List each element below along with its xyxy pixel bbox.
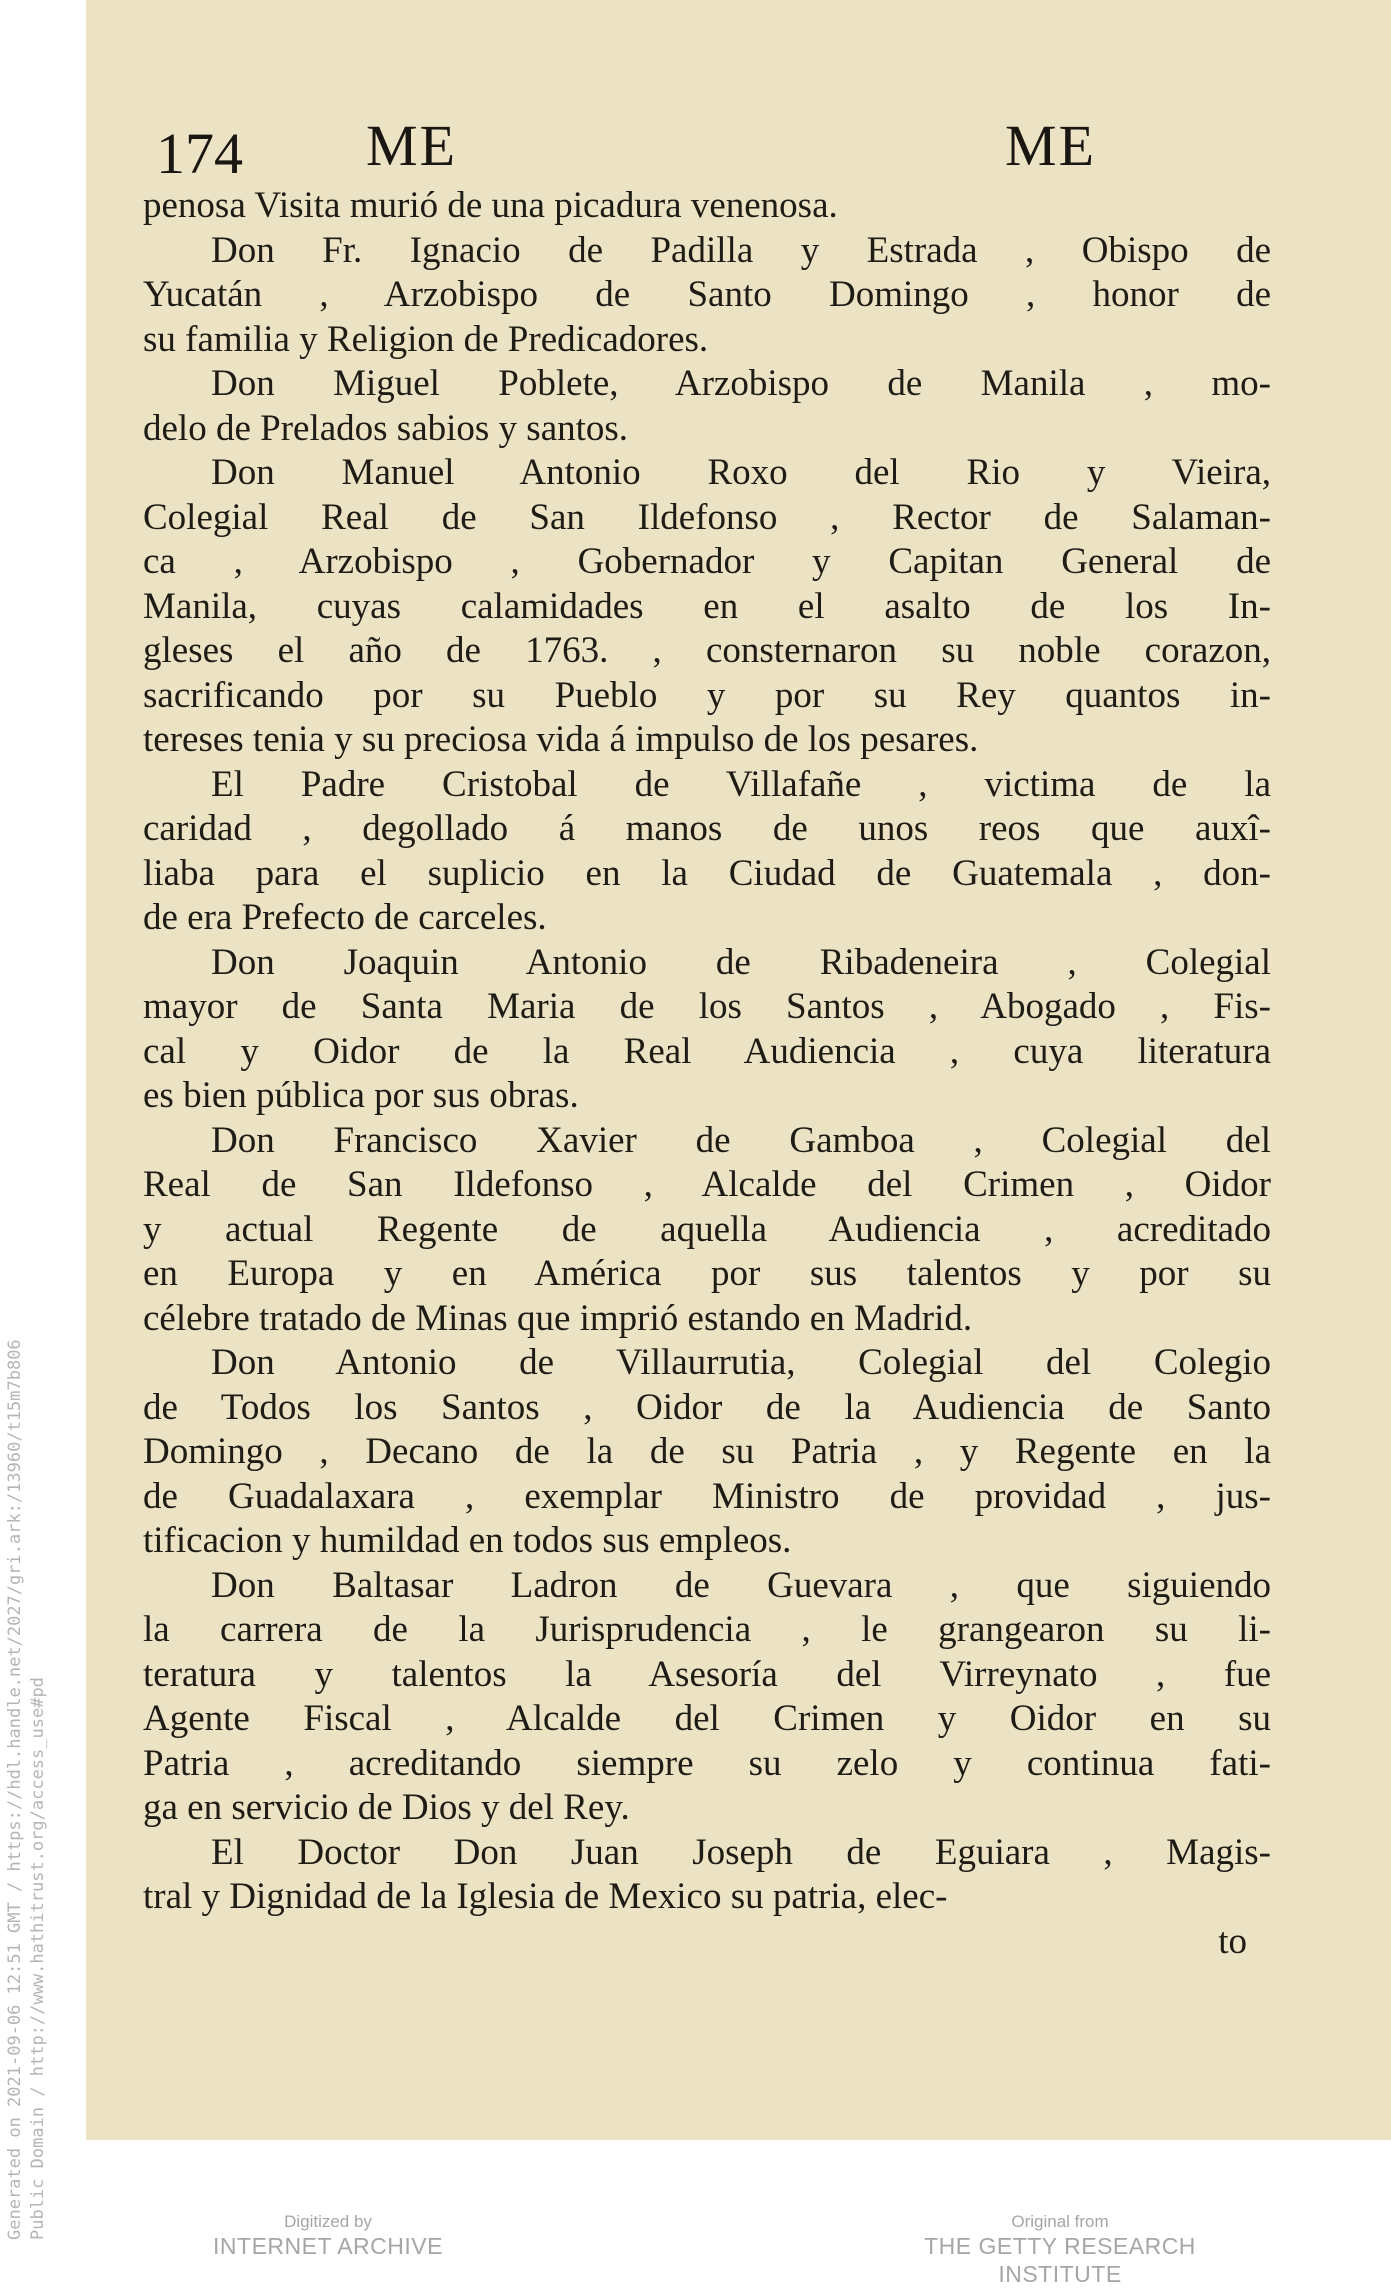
- digitized-by-label: Digitized by: [284, 2212, 372, 2231]
- original-from-label: Original from: [1011, 2212, 1109, 2231]
- original-from-credit: [860, 2212, 1260, 2288]
- text-line: Don Fr. Ignacio de Padilla y Estrada , Obispo de: [211, 229, 1271, 271]
- stamp-line-generated: Generated on 2021-09-06 12:51 GMT / https://hdl.handle.net/2027/gri.ark:/13960/t15m7b806: [5, 1339, 25, 2240]
- text-line: célebre tratado de Minas que imprió estando en Madrid.: [143, 1297, 973, 1339]
- text-line: en Europa y en América por sus talentos y por su: [143, 1253, 1271, 1294]
- text-line: Don Manuel Antonio Roxo del Rio y Vieira,: [211, 452, 1271, 493]
- text-line: mayor de Santa Maria de los Santos , Abogado , Fis-: [143, 986, 1271, 1027]
- text-line: Don Baltasar Ladron de Guevara , que siguiendo: [211, 1564, 1271, 1606]
- text-line: de era Prefecto de carceles.: [143, 897, 547, 938]
- text-line: delo de Prelados sabios y santos.: [143, 407, 629, 449]
- text-line: Don Antonio de Villaurrutia, Colegial del Colegio: [211, 1342, 1271, 1383]
- text-line: Don Miguel Poblete, Arzobispo de Manila , mo-: [211, 363, 1271, 404]
- text-line: la carrera de la Jurisprudencia , le grangearon su li-: [143, 1609, 1271, 1650]
- text-line: cal y Oidor de la Real Audiencia , cuya literatura: [143, 1030, 1271, 1072]
- text-line: y actual Regente de aquella Audiencia , acreditado: [143, 1208, 1271, 1250]
- text-line: tificacion y humildad en todos sus empleos.: [143, 1520, 792, 1561]
- text-line: Patria , acreditando siempre su zelo y continua fati-: [143, 1742, 1271, 1784]
- text-line: de Todos los Santos , Oidor de la Audiencia de Santo: [143, 1386, 1271, 1428]
- text-line: Colegial Real de San Ildefonso , Rector de Salaman-: [143, 496, 1271, 538]
- page-body-text: [143, 184, 1271, 1964]
- text-line: tereses tenia y su preciosa vida á impulso de los pesares.: [143, 719, 979, 760]
- text-line: El Doctor Don Juan Joseph de Eguiara , Magis-: [211, 1831, 1271, 1873]
- text-line: teratura y talentos la Asesoría del Virreynato , fue: [143, 1653, 1271, 1695]
- page-number: 174: [156, 121, 243, 186]
- text-line: gleses el año de 1763. , consternaron su noble corazon,: [143, 630, 1271, 671]
- text-line: Domingo , Decano de la de su Patria , y Regente en la: [143, 1431, 1271, 1472]
- text-line: sacrificando por su Pueblo y por su Rey quantos in-: [143, 674, 1271, 716]
- running-head-right: ME: [1005, 113, 1096, 178]
- text-line: Agente Fiscal , Alcalde del Crimen y Oidor en su: [143, 1698, 1271, 1739]
- text-line: tral y Dignidad de la Iglesia de Mexico su patria, elec-: [143, 1876, 948, 1917]
- text-line: es bien pública por sus obras.: [143, 1075, 579, 1116]
- text-line: Real de San Ildefonso , Alcalde del Crimen , Oidor: [143, 1164, 1271, 1205]
- text-line: de Guadalaxara , exemplar Ministro de providad , jus-: [143, 1475, 1271, 1517]
- text-line: ca , Arzobispo , Gobernador y Capitan General de: [143, 541, 1271, 582]
- text-line: penosa Visita murió de una picadura venenosa.: [143, 185, 838, 226]
- text-line: Manila, cuyas calamidades en el asalto de los In-: [143, 585, 1271, 627]
- hathitrust-stamp: [4, 1150, 50, 2240]
- running-head: [156, 112, 1096, 192]
- text-line: Don Francisco Xavier de Gamboa , Colegial del: [211, 1119, 1271, 1161]
- running-head-left: ME: [366, 113, 457, 178]
- digitized-by-credit: [128, 2212, 528, 2260]
- text-line: Don Joaquin Antonio de Ribadeneira , Colegial: [211, 941, 1271, 983]
- getty-institute-label: THE GETTY RESEARCH INSTITUTE: [924, 2233, 1196, 2287]
- stamp-line-license: Public Domain / http://www.hathitrust.org/access_use#pd: [28, 1677, 48, 2240]
- text-line: liaba para el suplicio en la Ciudad de Guatemala , don-: [143, 852, 1271, 894]
- text-line: ga en servicio de Dios y del Rey.: [143, 1787, 630, 1828]
- internet-archive-label: INTERNET ARCHIVE: [213, 2233, 443, 2259]
- text-line: Yucatán , Arzobispo de Santo Domingo , honor de: [143, 274, 1271, 315]
- text-line: El Padre Cristobal de Villafañe , victima de la: [211, 763, 1271, 805]
- text-line: caridad , degollado á manos de unos reos que auxî-: [143, 808, 1271, 849]
- text-line: su familia y Religion de Predicadores.: [143, 318, 709, 360]
- catchword: to: [1218, 1920, 1247, 1962]
